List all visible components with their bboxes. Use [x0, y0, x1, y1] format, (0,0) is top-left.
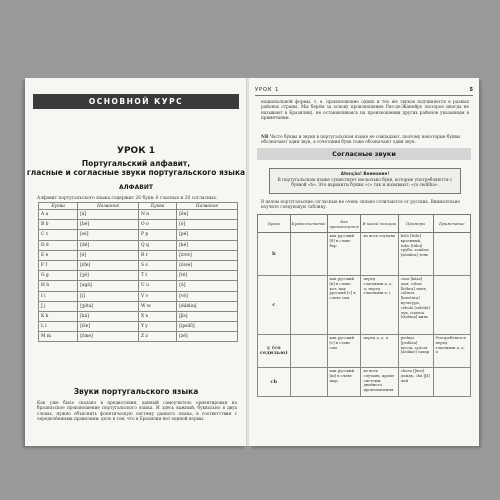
- letter-cell: Q q: [139, 240, 177, 250]
- consonant-combo: [290, 368, 327, 397]
- consonants-row: [258, 276, 471, 335]
- lesson-subtitle-line-1: Португальский алфавит,: [81, 159, 191, 168]
- letter-cell: F f: [39, 260, 78, 270]
- name-cell: [έrre]: [177, 250, 238, 260]
- letter-cell: J j: [39, 301, 78, 311]
- consonant-position: перед a, o, u: [361, 335, 398, 368]
- name-cell: [dé]: [78, 240, 139, 250]
- name-cell: [ẽn]: [177, 210, 238, 220]
- alphabet-row: [39, 220, 238, 230]
- letter-cell: U u: [139, 281, 177, 291]
- name-cell: [pé]: [177, 230, 238, 240]
- alphabet-header-cell: Название: [78, 203, 139, 210]
- name-cell: [ú]: [177, 281, 238, 291]
- name-cell: [vé]: [177, 291, 238, 301]
- letter-cell: H h: [39, 281, 78, 291]
- name-cell: [ó]: [177, 220, 238, 230]
- name-cell: [té]: [177, 271, 238, 281]
- consonant-pronunciation: как русский [к] в слове кот; как русский [с] в слове сам: [327, 276, 361, 335]
- alphabet-row: [39, 260, 238, 270]
- consonant-combo: [290, 335, 327, 368]
- letter-cell: E e: [39, 250, 78, 260]
- running-head: [255, 87, 473, 96]
- alphabet-row: [39, 291, 238, 301]
- attention-text: В португальском языке существует несколько букв, которые употребляются с буквой «h». Это варианты буквы «с» так и называют: «cs cedilha».: [277, 177, 453, 188]
- consonant-pronunciation: как русский [ш] в слове шар: [327, 368, 361, 397]
- letter-cell: R r: [139, 250, 177, 260]
- consonant-position: перед гласными a, o, u; перед гласными e, i: [361, 276, 398, 335]
- consonants-row: [258, 368, 471, 397]
- consonants-row: [258, 233, 471, 276]
- letter-cell: A a: [39, 210, 78, 220]
- alphabet-row: [39, 271, 238, 281]
- consonant-examples: casa [káza] дом, cobra [kóbra] змея, cultura [kuwtúra] культура, cebola [sebóla] лук, cinema [sinéma] кино: [398, 276, 433, 335]
- consonant-examples: chuva [ʃúva] дождь, chá [ʃá] чай: [398, 368, 433, 397]
- consonant-combo: [290, 276, 327, 335]
- letter-cell: D d: [39, 240, 78, 250]
- letter-cell: Z z: [139, 332, 177, 342]
- letter-cell: M m: [39, 332, 78, 342]
- consonant-position: во всех случаях, кроме системы двойного произношения: [361, 368, 398, 397]
- letter-cell: L l: [39, 322, 78, 332]
- alphabet-header-cell: Буква: [39, 203, 78, 210]
- name-cell: [zé]: [177, 332, 238, 342]
- letter-cell: Y y: [139, 322, 177, 332]
- letter-cell: G g: [39, 271, 78, 281]
- consonants-row: [258, 335, 471, 368]
- lesson-subtitle-line-2: гласные и согласные звуки португальского языка: [26, 168, 246, 177]
- consonant-note: [433, 276, 470, 335]
- letter-cell: B b: [39, 220, 78, 230]
- name-cell: [έfe]: [78, 260, 139, 270]
- alphabet-row: [39, 250, 238, 260]
- letter-cell: I i: [39, 291, 78, 301]
- left-page: [25, 78, 247, 446]
- alphabet-intro: Алфавит португальского языка содержит 26 букв: 6 гласных и 20 согласных.: [37, 196, 218, 201]
- alphabet-row: [39, 322, 238, 332]
- name-cell: [bé]: [78, 220, 139, 230]
- name-cell: [í]: [78, 291, 139, 301]
- lesson-subtitle: [25, 159, 247, 177]
- consonant-note: Употребляется перед гласными a, o, u: [433, 335, 470, 368]
- nb-label: NB: [261, 134, 269, 139]
- name-cell: [ká]: [78, 311, 139, 321]
- consonants-table: [257, 214, 471, 397]
- name-cell: [έsse]: [177, 260, 238, 270]
- consonant-note: [433, 368, 470, 397]
- table-intro: В целом португальские согласные не очень сильно отличаются от русских. Внимательно изучите следующую таблицу.: [261, 199, 461, 210]
- consonant-combo: [290, 233, 327, 276]
- consonants-header-cell: Буква: [258, 215, 291, 233]
- alphabet-row: [39, 210, 238, 220]
- name-cell: [ʒé]: [78, 271, 139, 281]
- letter-cell: X x: [139, 311, 177, 321]
- sounds-title: Звуки португальского языка: [73, 387, 199, 396]
- page-number: 5: [469, 87, 473, 93]
- consonants-header-cell: Буквосочетание: [290, 215, 327, 233]
- consonants-banner: Согласные звуки: [257, 148, 471, 160]
- right-page: [249, 78, 479, 446]
- sounds-paragraph: Как уже было сказано в предисловии, данный самоучитель ориентирован на бразильское произношение португальского языка. И здесь важный, буквально в двух словах, нужно объяснить фонетическую систему данного языка, в соответствии с определёнными правилами: дело в том, что в Бразилии нет единой нормы.: [37, 400, 237, 422]
- name-cell: [ipsilõ]: [177, 322, 238, 332]
- nb-note: [261, 134, 469, 145]
- name-cell: [é]: [78, 250, 139, 260]
- alphabet-row: [39, 230, 238, 240]
- name-cell: [sé]: [78, 230, 139, 240]
- letter-cell: P p: [139, 230, 177, 240]
- name-cell: [dábliu]: [177, 301, 238, 311]
- intro-paragraph: национальной формы, т. е. произношение одних и тех же звуков подчиняется в разных районах страны. Мы берём за основу произношение Рио-де-Жанейро (которое иногда не называют в Бразилии), не останавливаясь на произношении других районов указанным в примечании.: [261, 99, 469, 121]
- attention-title: Atenção! Внимание!: [340, 171, 390, 176]
- alphabet-row: [39, 332, 238, 342]
- consonant-letter: ç (со седилью): [258, 335, 291, 368]
- consonants-header-cell: Как произносится: [327, 215, 361, 233]
- consonant-pronunciation: как русский [с] в слове сам: [327, 335, 361, 368]
- section-banner: ОСНОВНОЙ КУРС: [33, 94, 239, 109]
- letter-cell: N n: [139, 210, 177, 220]
- letter-cell: S s: [139, 260, 177, 270]
- consonant-letter: b: [258, 233, 291, 276]
- letter-cell: C c: [39, 230, 78, 240]
- consonants-header-cell: Примечание: [433, 215, 470, 233]
- name-cell: [έle]: [78, 322, 139, 332]
- consonant-pronunciation: как русский [б] в слове бар: [327, 233, 361, 276]
- consonants-header-cell: Примеры: [398, 215, 433, 233]
- alphabet-row: [39, 301, 238, 311]
- alphabet-header-cell: Буква: [139, 203, 177, 210]
- attention-box: [269, 168, 461, 194]
- consonant-note: [433, 233, 470, 276]
- name-cell: [agá]: [78, 281, 139, 291]
- name-cell: [á]: [78, 210, 139, 220]
- alphabet-row: [39, 240, 238, 250]
- alphabet-row: [39, 311, 238, 321]
- name-cell: [ké]: [177, 240, 238, 250]
- name-cell: [ʒóta]: [78, 301, 139, 311]
- name-cell: [έme]: [78, 332, 139, 342]
- consonant-position: во всех случаях: [361, 233, 398, 276]
- consonants-header-row: [258, 215, 471, 233]
- nb-text: Часто буквы и звуки в португальском языке не совпадают, поэтому некоторые буквы обозначают один звук, а сочетания букв тоже обозначают один звук.: [261, 134, 461, 145]
- lesson-title: УРОК 1: [117, 146, 155, 156]
- alphabet-header-cell: Название: [177, 203, 238, 210]
- alphabet-table: [38, 202, 238, 342]
- name-cell: [ʃis]: [177, 311, 238, 321]
- letter-cell: W w: [139, 301, 177, 311]
- consonant-letter: c: [258, 276, 291, 335]
- alphabet-header-row: [39, 203, 238, 210]
- consonant-letter: ch: [258, 368, 291, 397]
- consonants-header-cell: В какой позиции: [361, 215, 398, 233]
- letter-cell: V v: [139, 291, 177, 301]
- alphabet-title: АЛФАВИТ: [119, 184, 153, 191]
- alphabet-row: [39, 281, 238, 291]
- consonant-examples: belo [bέlu] красивый, tubo [túbu] труба, sombra [sõmbra] тень: [398, 233, 433, 276]
- consonant-examples: pedaço [pedásu] кусок, açúcar [asúkar] сахар: [398, 335, 433, 368]
- running-head-lesson: УРОК 1: [255, 87, 280, 93]
- letter-cell: T t: [139, 271, 177, 281]
- letter-cell: K k: [39, 311, 78, 321]
- letter-cell: O o: [139, 220, 177, 230]
